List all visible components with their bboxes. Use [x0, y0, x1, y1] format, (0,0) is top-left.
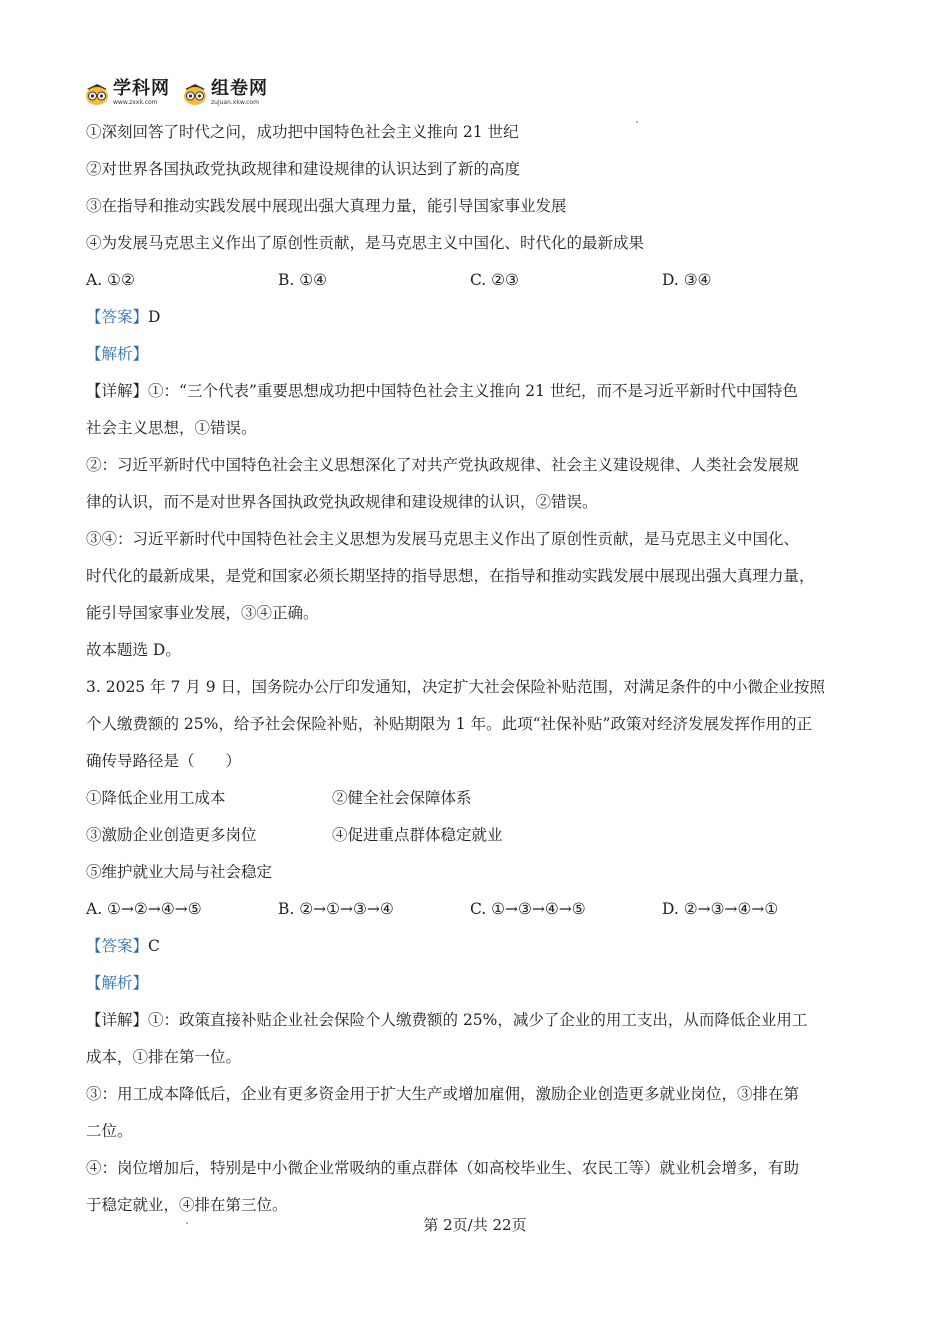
q2-option-c: C. ②③ — [470, 271, 519, 289]
answer-value: C — [148, 937, 160, 955]
q3-items-row — [86, 817, 856, 854]
q2-options — [86, 262, 856, 299]
answer-label: 【答案】 — [86, 308, 149, 326]
q3-analysis-heading — [86, 965, 856, 1002]
q2-conclusion: 故本题选 D。 — [86, 641, 181, 659]
logo1-name: 学科网 — [113, 78, 170, 99]
q3-option-b: B. ②→①→③→④ — [278, 900, 394, 918]
q3-items-row — [86, 780, 856, 817]
q3-item-5: ⑤维护就业大局与社会稳定 — [86, 863, 273, 881]
q2-answer — [86, 299, 856, 336]
q2-option-a: A. ①② — [86, 271, 135, 289]
q3-item-1: ①降低企业用工成本 — [86, 789, 226, 807]
q2-analysis-heading — [86, 336, 856, 373]
q3-stem: 确传导路径是（ ） — [86, 752, 242, 770]
q3-option-a: A. ①→②→④→⑤ — [86, 900, 202, 918]
analysis-label: 【解析】 — [86, 345, 149, 363]
q3-options — [86, 891, 856, 928]
q2-explanation-line: ③④：习近平新时代中国特色社会主义思想为发展马克思主义作出了原创性贡献，是马克思主义中国化、 — [86, 530, 800, 548]
q2-option-d: D. ③④ — [662, 271, 712, 289]
q2-explanation-line — [86, 373, 856, 410]
page-number: 第 2页/共 22页 — [423, 1216, 527, 1234]
q3-explanation-line — [86, 1002, 856, 1039]
owl-mascot-icon — [182, 80, 208, 106]
analysis-label: 【解析】 — [86, 974, 149, 992]
q3-explanation-line: ④：岗位增加后，特别是中小微企业常吸纳的重点群体（如高校毕业生、农民工等）就业机会增多，有助 — [86, 1159, 800, 1177]
q3-item-2: ②健全社会保障体系 — [332, 789, 472, 807]
detail-label: 【详解】 — [86, 382, 149, 400]
q2-explanation-line: 律的认识，而不是对世界各国执政党执政规律和建设规律的认识，②错误。 — [86, 493, 598, 511]
site-logos — [84, 76, 268, 110]
zujuan-logo — [182, 80, 268, 106]
q3-item-3: ③激励企业创造更多岗位 — [86, 826, 257, 844]
q2-option-b: B. ①④ — [278, 271, 328, 289]
answer-value: D — [148, 308, 161, 326]
q3-explanation-line: ③：用工成本降低后，企业有更多资金用于扩大生产或增加雇佣，激励企业创造更多就业岗位，③排在第 — [86, 1085, 800, 1103]
q2-explanation-line: 能引导国家事业发展，③④正确。 — [86, 604, 319, 622]
logo2-name: 组卷网 — [211, 78, 268, 99]
zxxk-logo — [84, 80, 170, 106]
logo2-url: zujuan.xkw.com — [211, 99, 259, 106]
explanation-text: ①：“三个代表”重要思想成功把中国特色社会主义推向 21 世纪，而不是习近平新时代中国特色 — [148, 382, 798, 400]
logo1-url: www.zxxk.com — [113, 99, 158, 106]
document-body — [86, 114, 856, 1224]
detail-label: 【详解】 — [86, 1011, 149, 1029]
q3-answer — [86, 928, 856, 965]
q3-option-d: D. ②→③→④→① — [662, 900, 779, 918]
q2-statement: ③在指导和推动实践发展中展现出强大真理力量，能引导国家事业发展 — [86, 197, 567, 215]
q3-explanation-line: 成本，①排在第一位。 — [86, 1048, 242, 1066]
q3-stem: 个人缴费额的 25%，给予社会保险补贴，补贴期限为 1 年。此项“社保补贴”政策对经济发展发挥作用的正 — [86, 715, 812, 733]
owl-mascot-icon — [84, 80, 110, 106]
q3-option-c: C. ①→③→④→⑤ — [470, 900, 586, 918]
answer-label: 【答案】 — [86, 937, 149, 955]
q3-explanation-line: 于稳定就业，④排在第三位。 — [86, 1196, 288, 1214]
q2-explanation-line: 时代化的最新成果，是党和国家必须长期坚持的指导思想，在指导和推动实践发展中展现出强大真理力量， — [86, 567, 815, 585]
q2-statement: ④为发展马克思主义作出了原创性贡献，是马克思主义中国化、时代化的最新成果 — [86, 234, 645, 252]
q2-statement: ②对世界各国执政党执政规律和建设规律的认识达到了新的高度 — [86, 160, 521, 178]
q2-explanation-line: ②：习近平新时代中国特色社会主义思想深化了对共产党执政规律、社会主义建设规律、人类社会发展规 — [86, 456, 800, 474]
q3-explanation-line: 二位。 — [86, 1122, 133, 1140]
q2-explanation-line: 社会主义思想，①错误。 — [86, 419, 257, 437]
explanation-text: ①：政策直接补贴企业社会保险个人缴费额的 25%，减少了企业的用工支出，从而降低企业用工 — [148, 1011, 808, 1029]
q3-item-4: ④促进重点群体稳定就业 — [332, 826, 503, 844]
q2-statement: ①深刻回答了时代之问，成功把中国特色社会主义推向 21 世纪 — [86, 123, 519, 141]
q3-stem: 3. 2025 年 7 月 9 日，国务院办公厅印发通知，决定扩大社会保险补贴范围，对满足条件的中小微企业按照 — [86, 678, 826, 696]
